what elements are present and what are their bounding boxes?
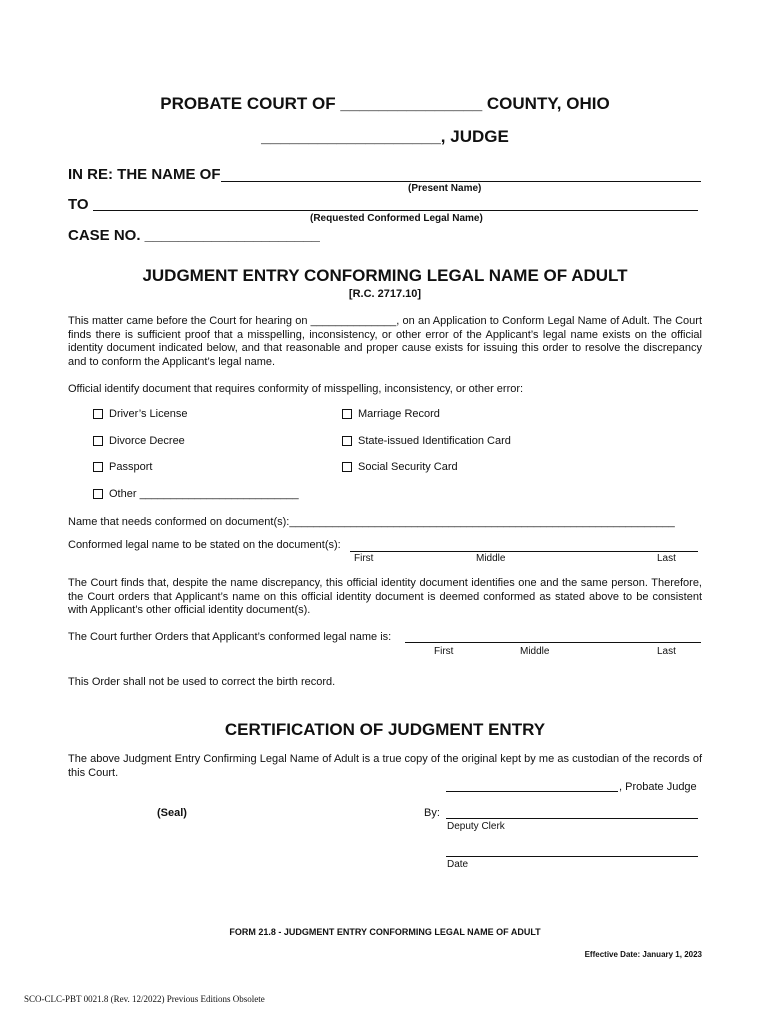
- deputy-clerk-label: Deputy Clerk: [447, 821, 505, 832]
- judge-line: ___________________, JUDGE: [261, 127, 509, 146]
- checkbox[interactable]: [342, 409, 352, 419]
- checkbox[interactable]: [93, 409, 103, 419]
- option-label: Social Security Card: [358, 461, 458, 473]
- further-orders-name-line[interactable]: [405, 642, 701, 643]
- checkbox[interactable]: [342, 436, 352, 446]
- form-title-footer: FORM 21.8 - JUDGMENT ENTRY CONFORMING LEGAL NAME OF ADULT: [229, 927, 541, 937]
- first-caption: First: [354, 553, 374, 564]
- court-title: PROBATE COURT OF _______________ COUNTY, OHIO: [160, 94, 610, 113]
- further-orders-label: The Court further Orders that Applicant’s conformed legal name is:: [68, 631, 392, 643]
- conformed-name-line[interactable]: [350, 551, 698, 552]
- date-label: Date: [447, 859, 469, 870]
- document-prompt: Official identify document that requires conformity of misspelling, inconsistency, or other error:: [68, 383, 524, 395]
- option-label: Other __________________________: [109, 488, 299, 500]
- in-re-label: IN RE: THE NAME OF: [68, 166, 221, 183]
- present-name-line[interactable]: [221, 181, 701, 182]
- date-line[interactable]: [446, 856, 698, 857]
- last-caption: Last: [657, 646, 676, 657]
- option-label: Marriage Record: [358, 408, 440, 420]
- finding-paragraph: The Court finds that, despite the name discrepancy, this official identity document identifies one and the same person. Therefore, the Court orders that Applicant’s name on this official identity document is deemed conformed as stated above to be consistent with Applicant’s other official identity document(s).: [68, 577, 702, 616]
- certification-paragraph: The above Judgment Entry Confirming Legal Name of Adult is a true copy of the original kept by me as custodian of the records of this Court.: [68, 753, 702, 779]
- option-label: Driver’s License: [109, 408, 188, 420]
- probate-judge-signature-line[interactable]: [446, 791, 618, 792]
- last-caption: Last: [657, 553, 676, 564]
- intro-paragraph: This matter came before the Court for hearing on ______________, on an Application to Conform Legal Name of Adult. The Court finds there is sufficient proof that a misspelling, inconsistency, or other error of the Applicant’s legal name exists on the official identity document indicated below, and that reasonable and proper cause exists for issuing this order to resolve the discrepancy and to conform the Applicant’s legal name.: [68, 315, 702, 368]
- first-caption: First: [434, 646, 454, 657]
- seal-label: (Seal): [157, 807, 187, 819]
- checkbox[interactable]: [93, 462, 103, 472]
- requested-name-line[interactable]: [93, 210, 698, 211]
- form-code: SCO-CLC-PBT 0021.8 (Rev. 12/2022) Previous Editions Obsolete: [24, 994, 265, 1004]
- requested-name-caption: (Requested Conformed Legal Name): [310, 213, 483, 224]
- option-label: State-issued Identification Card: [358, 435, 511, 447]
- birth-record-note: This Order shall not be used to correct the birth record.: [68, 676, 336, 688]
- judgment-title: JUDGMENT ENTRY CONFORMING LEGAL NAME OF ADULT: [142, 266, 628, 285]
- certification-title: CERTIFICATION OF JUDGMENT ENTRY: [224, 720, 546, 739]
- middle-caption: Middle: [520, 646, 550, 657]
- option-label: Passport: [109, 461, 153, 473]
- conformed-name-label: Conformed legal name to be stated on the document(s):: [68, 539, 341, 551]
- case-number-field[interactable]: CASE NO. _____________________: [68, 227, 320, 244]
- by-label: By:: [424, 807, 440, 819]
- to-label: TO: [68, 196, 89, 213]
- deputy-clerk-signature-line[interactable]: [446, 818, 698, 819]
- present-name-caption: (Present Name): [408, 183, 482, 194]
- name-to-conform-field[interactable]: Name that needs conformed on document(s):_______________________________________________________________: [68, 516, 675, 528]
- checkbox[interactable]: [93, 436, 103, 446]
- statute-reference: [R.C. 2717.10]: [348, 288, 422, 300]
- effective-date: Effective Date: January 1, 2023: [584, 950, 702, 959]
- probate-judge-label: , Probate Judge: [619, 781, 697, 793]
- checkbox[interactable]: [93, 489, 103, 499]
- option-label: Divorce Decree: [109, 435, 185, 447]
- checkbox[interactable]: [342, 462, 352, 472]
- middle-caption: Middle: [476, 553, 506, 564]
